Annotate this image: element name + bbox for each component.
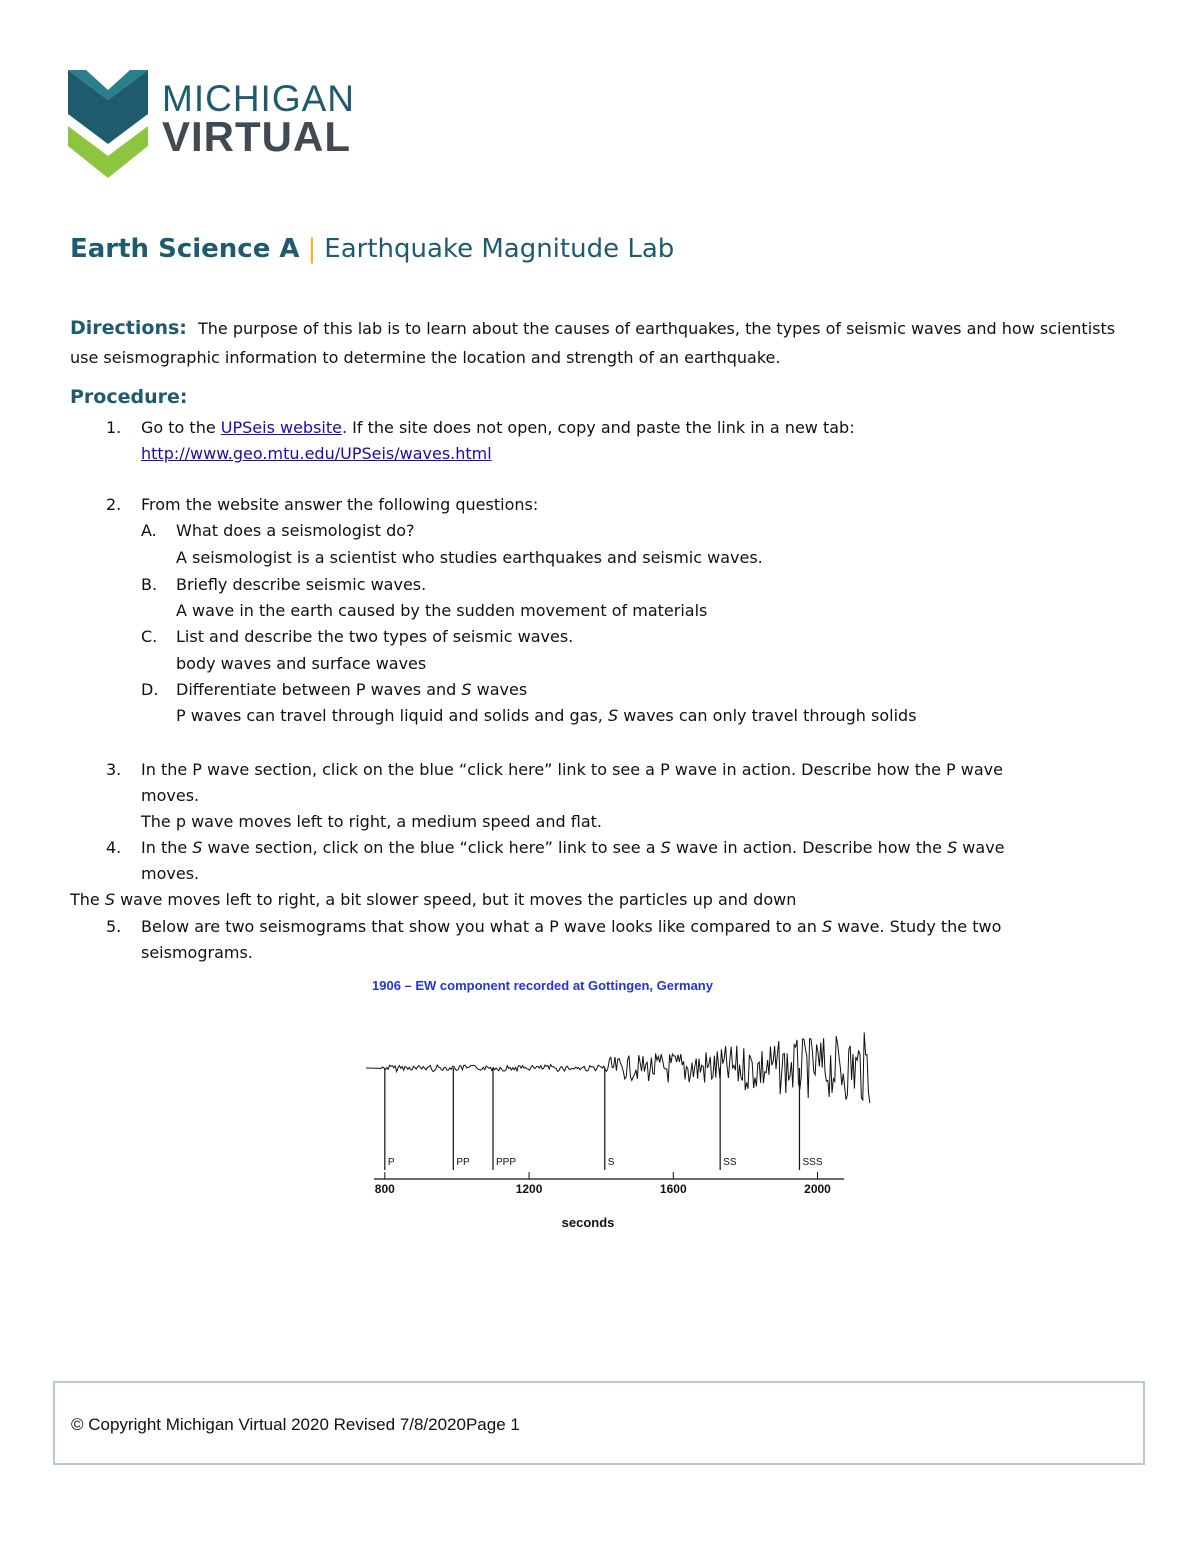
step4-end: wave bbox=[957, 838, 1005, 857]
question-d bbox=[176, 680, 527, 700]
phase-marker-label: SSS bbox=[802, 1157, 823, 1168]
question-d-post: waves bbox=[471, 680, 528, 699]
seismogram-figure bbox=[360, 974, 880, 1234]
footer bbox=[53, 1381, 1145, 1465]
phase-marker-label: P bbox=[387, 1157, 395, 1168]
procedure-heading: Procedure: bbox=[70, 386, 188, 408]
answer-a: A seismologist is a scientist who studies earthquakes and seismic waves. bbox=[176, 548, 763, 567]
step1-suffix: . If the site does not open, copy and paste the link in a new tab: bbox=[341, 418, 855, 437]
step4-answer bbox=[70, 890, 796, 910]
step4-answer-post: wave moves left to right, a bit slower speed, but it moves the particles up and down bbox=[115, 890, 797, 909]
step4-post: wave in action. Describe how the bbox=[670, 838, 948, 857]
logo-mark-icon bbox=[66, 66, 150, 180]
step5-post: wave. Study the two bbox=[832, 917, 1002, 936]
step-number: 4. bbox=[106, 838, 122, 857]
lab-name: Earthquake Magnitude Lab bbox=[324, 234, 675, 264]
step1-prefix: Go to the bbox=[141, 418, 221, 437]
phase-marker-label: PP bbox=[456, 1157, 470, 1168]
x-tick-label: 1200 bbox=[515, 1182, 543, 1196]
question-d-s: S bbox=[461, 680, 472, 699]
step4-mid: wave section, click on the blue “click here” link to see a bbox=[202, 838, 661, 857]
step-number: 3. bbox=[106, 760, 122, 779]
question-letter: C. bbox=[141, 627, 158, 646]
question-letter: D. bbox=[141, 680, 159, 699]
page-title bbox=[70, 234, 674, 264]
step4-answer-pre: The bbox=[70, 890, 105, 909]
step4-line1 bbox=[141, 838, 1005, 858]
question-d-pre: Differentiate between P waves and bbox=[176, 680, 462, 699]
seismogram-chart bbox=[360, 974, 880, 1234]
question-c: List and describe the two types of seismic waves. bbox=[176, 627, 574, 646]
course-name: Earth Science A bbox=[70, 234, 300, 264]
phase-marker-label: S bbox=[607, 1157, 615, 1168]
phase-marker-label: SS bbox=[723, 1157, 737, 1168]
step3-line2: moves. bbox=[141, 786, 200, 805]
michigan-virtual-logo bbox=[66, 66, 366, 182]
copyright-text: © Copyright Michigan Virtual 2020 Revised 7/8/2020Page 1 bbox=[71, 1415, 520, 1434]
step4-s3: S bbox=[947, 838, 958, 857]
step4-answer-s: S bbox=[104, 890, 115, 909]
answer-d-s: S bbox=[607, 706, 619, 725]
step4-pre: In the bbox=[141, 838, 193, 857]
step-number: 2. bbox=[106, 495, 122, 514]
step-number: 5. bbox=[106, 917, 122, 936]
upseis-url-link[interactable]: http://www.geo.mtu.edu/UPSeis/waves.html bbox=[141, 444, 492, 463]
step4-line2: moves. bbox=[141, 864, 200, 883]
x-tick-label: 2000 bbox=[804, 1182, 831, 1196]
x-axis-label: seconds bbox=[561, 1215, 615, 1230]
directions-text: The purpose of this lab is to learn about the causes of earthquakes, the types of seismic waves and how scientists use seismographic information to determine the location and strength of an earthquake. bbox=[70, 319, 1116, 367]
answer-d-post: waves can only travel through solids bbox=[618, 706, 917, 725]
answer-d-pre: P waves can travel through liquid and solids and gas, bbox=[176, 706, 608, 725]
chart-title: 1906 – EW component recorded at Gottingen, Germany bbox=[372, 978, 713, 993]
x-tick-label: 1600 bbox=[659, 1182, 687, 1196]
step5-pre: Below are two seismograms that show you what a P wave looks like compared to an bbox=[141, 917, 822, 936]
question-b: Briefly describe seismic waves. bbox=[176, 575, 427, 594]
directions-label: Directions: bbox=[70, 317, 187, 339]
question-letter: A. bbox=[141, 521, 157, 540]
directions-paragraph bbox=[70, 314, 1130, 372]
answer-d bbox=[176, 706, 917, 726]
title-separator: | bbox=[307, 234, 317, 264]
step5-s: S bbox=[821, 917, 833, 936]
seismogram-trace bbox=[366, 1033, 870, 1104]
answer-c: body waves and surface waves bbox=[176, 654, 427, 673]
step1-text bbox=[141, 418, 855, 438]
step1-url-line bbox=[141, 444, 492, 464]
step4-s2: S bbox=[660, 838, 671, 857]
step-number: 1. bbox=[106, 418, 122, 437]
logo-text-michigan: MICHIGAN bbox=[162, 78, 355, 119]
logo-text-virtual: VIRTUAL bbox=[162, 113, 351, 160]
step3-line1: In the P wave section, click on the blue “click here” link to see a P wave in action. Describe how the P wave bbox=[141, 760, 1003, 779]
x-tick-label: 800 bbox=[374, 1182, 395, 1196]
step5-line2: seismograms. bbox=[141, 943, 253, 962]
step2-text: From the website answer the following questions: bbox=[141, 495, 539, 514]
phase-marker-label: PPP bbox=[495, 1157, 517, 1168]
step4-s: S bbox=[192, 838, 203, 857]
answer-b: A wave in the earth caused by the sudden movement of materials bbox=[176, 601, 708, 620]
step5-line1 bbox=[141, 917, 1001, 937]
step3-answer: The p wave moves left to right, a medium speed and flat. bbox=[141, 812, 602, 831]
question-letter: B. bbox=[141, 575, 158, 594]
question-a: What does a seismologist do? bbox=[176, 521, 415, 540]
upseis-website-link[interactable]: UPSeis website bbox=[220, 418, 342, 437]
